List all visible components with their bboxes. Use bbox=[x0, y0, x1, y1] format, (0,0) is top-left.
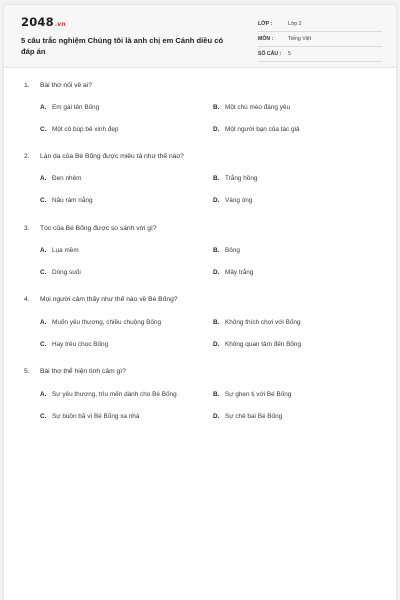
option-letter: B. bbox=[213, 391, 220, 398]
question-text: Mọi người cảm thấy như thế nào về Bé Bống? bbox=[40, 296, 178, 303]
question-text: Bài thơ nói về ai? bbox=[40, 82, 92, 89]
meta-row-subject bbox=[258, 34, 382, 47]
meta-value: Lớp 2 bbox=[288, 21, 302, 27]
option-text: Không thích chơi với Bống bbox=[225, 319, 301, 326]
option-text: Nâu rám nắng bbox=[52, 197, 93, 204]
option-letter: A. bbox=[40, 104, 47, 111]
option-letter: B. bbox=[213, 104, 220, 111]
meta-value: Tiếng Việt bbox=[288, 36, 312, 42]
option-text: Sự yêu thương, trìu mến dành cho Bé Bống bbox=[52, 391, 177, 398]
option-letter: D. bbox=[213, 197, 220, 204]
meta-row-count bbox=[258, 49, 382, 62]
option-text: Hay trêu chọc Bống bbox=[52, 341, 109, 348]
option-text: Đen nhẻm bbox=[52, 175, 82, 182]
option-text: Một chú mèo đáng yêu bbox=[225, 104, 291, 111]
meta-key: LỚP : bbox=[258, 21, 273, 27]
option-text: Muốn yêu thương, chiều chuộng Bống bbox=[52, 319, 162, 326]
question-text: Bài thơ thể hiện tình cảm gì? bbox=[40, 368, 126, 375]
option-letter: D. bbox=[213, 269, 220, 276]
option-letter: B. bbox=[213, 175, 220, 182]
meta-key: SỐ CÂU : bbox=[258, 51, 282, 57]
document-title: 5 câu trắc nghiệm Chúng tôi là anh chị em Cánh diều có đáp án bbox=[21, 36, 224, 56]
option-letter: A. bbox=[40, 391, 47, 398]
option-letter: D. bbox=[213, 341, 220, 348]
question-number: 1. bbox=[24, 82, 30, 89]
option-text: Mây trắng bbox=[225, 269, 254, 276]
site-logo[interactable] bbox=[21, 15, 66, 29]
question-text: Tóc của Bé Bống được so sánh với gì? bbox=[40, 225, 157, 232]
option-text: Sự buồn bã vì Bé Bống xa nhà bbox=[52, 413, 140, 420]
option-letter: D. bbox=[213, 126, 220, 133]
option-letter: A. bbox=[40, 247, 47, 254]
document-page bbox=[4, 5, 396, 600]
option-text: Em gái tên Bống bbox=[52, 104, 100, 111]
question-number: 3. bbox=[24, 225, 30, 232]
option-letter: A. bbox=[40, 175, 47, 182]
question-number: 5. bbox=[24, 368, 30, 375]
option-letter: C. bbox=[40, 341, 47, 348]
option-letter: C. bbox=[40, 126, 47, 133]
option-letter: C. bbox=[40, 197, 47, 204]
option-text: Một cô búp bê xinh đẹp bbox=[52, 126, 119, 133]
option-letter: B. bbox=[213, 319, 220, 326]
option-letter: B. bbox=[213, 247, 220, 254]
logo-main-text: 2048 bbox=[21, 15, 54, 29]
option-text: Bông bbox=[225, 247, 240, 254]
document-header bbox=[4, 5, 396, 68]
option-text: Sự chê bai Bé Bống bbox=[225, 413, 283, 420]
option-text: Dòng suối bbox=[52, 269, 81, 276]
question-number: 4. bbox=[24, 296, 30, 303]
meta-value: 5 bbox=[288, 51, 291, 57]
option-text: Không quan tâm đến Bống bbox=[225, 341, 302, 348]
question-number: 2. bbox=[24, 153, 30, 160]
option-text: Một người bạn của tác giả bbox=[225, 126, 300, 133]
option-text: Vàng óng bbox=[225, 197, 253, 204]
option-text: Sự ghen tị với Bé Bống bbox=[225, 391, 292, 398]
meta-key: MÔN : bbox=[258, 36, 274, 42]
option-text: Lụa mềm bbox=[52, 247, 79, 254]
option-letter: D. bbox=[213, 413, 220, 420]
option-text: Trắng hồng bbox=[225, 175, 258, 182]
option-letter: C. bbox=[40, 269, 47, 276]
option-letter: C. bbox=[40, 413, 47, 420]
question-text: Làn da của Bé Bống được miêu tả như thế nào? bbox=[40, 153, 184, 160]
option-letter: A. bbox=[40, 319, 47, 326]
meta-row-class bbox=[258, 19, 382, 32]
logo-suffix-text: .vn bbox=[54, 21, 66, 28]
